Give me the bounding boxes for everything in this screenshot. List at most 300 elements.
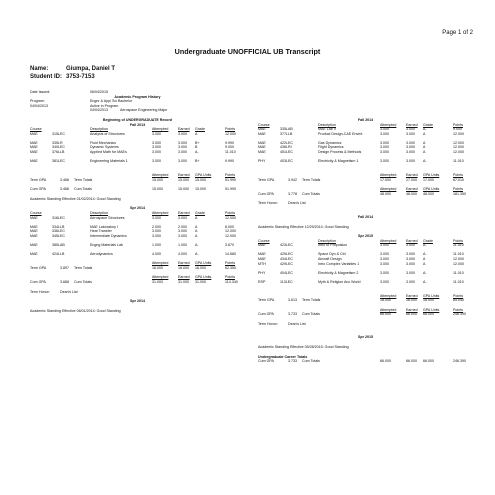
course-earned: 3.000	[406, 131, 415, 136]
course-points: 12.000	[225, 229, 236, 234]
course-description: Applied Math for MAEs	[90, 149, 127, 154]
cum-totals-label: Cum Totals	[74, 280, 92, 285]
course-earned: 3.000	[178, 145, 187, 150]
course-attempted: 3.000	[380, 270, 389, 275]
course-attempted: 3.000	[380, 131, 389, 136]
term-honor-label: Term Honor:	[258, 201, 278, 206]
cum-points: 246.390	[453, 359, 466, 364]
course-attempted: 4.000	[152, 251, 161, 256]
standing-row-2	[30, 309, 245, 314]
summary-header-attempted: Attempted	[152, 172, 169, 177]
header-description: Description	[90, 127, 108, 132]
course-subject: MAE	[30, 131, 38, 136]
course-grade: A-	[423, 127, 427, 132]
course-earned: 3.000	[406, 270, 415, 275]
course-description: MAE Laboratory I	[90, 224, 118, 229]
term-gpa-units: 17.000	[423, 177, 434, 182]
summary-header-attempted: Attempted	[152, 275, 169, 280]
summary-header-points: Points	[453, 172, 463, 177]
cum-points: 51.990	[225, 187, 236, 192]
cum-attempted: 66.000	[380, 312, 391, 317]
record-title: Beginning of UNDERGRADUATE Record	[102, 117, 173, 122]
course-number: 404LEC	[280, 270, 293, 275]
course-points: 12.000	[453, 149, 464, 154]
course-description: Heat Transfer	[90, 229, 112, 234]
course-description: Aerospace Structures	[90, 215, 125, 220]
course-grade: A-	[195, 251, 199, 256]
course-row	[30, 243, 245, 252]
course-subject: MAE	[30, 158, 38, 163]
term-gpa-value: 3.466	[60, 177, 69, 182]
cum-attempted: 66.000	[380, 359, 391, 364]
course-grade: A-	[423, 270, 427, 275]
fall2014-term-gpa-row	[258, 178, 473, 183]
course-grade: A	[423, 145, 426, 150]
student-id-row	[30, 74, 95, 80]
cum-totals-label: Cum Totals	[302, 312, 320, 317]
term-fall2014: Fall 2014	[357, 118, 374, 122]
term-spr2015-b: Spr 2015	[358, 335, 373, 340]
course-row	[258, 150, 473, 159]
header-points: Points	[225, 210, 235, 215]
course-number: 335LAB	[280, 127, 293, 132]
cum-gpa-units: 48.000	[423, 191, 434, 196]
cum-gpa-units: 66.000	[423, 312, 434, 317]
cum-earned: 66.000	[406, 359, 417, 364]
course-points: 12.000	[453, 261, 464, 266]
course-description: Aerodynamics	[90, 251, 113, 256]
course-points: 12.000	[453, 140, 464, 145]
course-row	[30, 234, 245, 243]
cum-gpa-units: 31.000	[195, 280, 206, 285]
course-points: 12.000	[225, 131, 236, 136]
course-grade: B+	[195, 158, 200, 163]
summary-header-points: Points	[453, 293, 463, 298]
course-grade: A-	[423, 158, 427, 163]
course-number: 113LEC	[280, 279, 293, 284]
cum-earned: 31.000	[178, 280, 189, 285]
header-attempted: Attempted	[152, 210, 169, 215]
summary-header-gpa-units: GPA Units	[195, 172, 212, 177]
course-description: MAE Lab II	[318, 127, 336, 132]
course-grade: A	[195, 229, 198, 234]
standing-row-4	[258, 345, 473, 350]
course-attempted: 3.000	[152, 158, 161, 163]
course-attempted: 3.000	[152, 149, 161, 154]
course-number: 315LEC	[52, 131, 65, 136]
header-course: Course	[30, 210, 42, 215]
course-row	[30, 252, 245, 257]
course-description: Design Process & Methods	[318, 149, 362, 154]
term-points: 67.010	[453, 177, 464, 182]
course-attempted: 3.000	[152, 229, 161, 234]
student-name-label: Name:	[30, 66, 49, 72]
page-title: Undergraduate UNOFFICIAL UB Transcript	[174, 47, 321, 56]
program-date: 04/04/2013	[30, 103, 48, 108]
term-points: 51.990	[225, 177, 236, 182]
course-points: 11.010	[453, 158, 464, 163]
course-grade: A-	[195, 242, 199, 247]
summary-header-earned: Earned	[178, 275, 190, 280]
term-honor-row-2	[258, 322, 473, 327]
course-description: Dynamic Systems	[90, 145, 119, 150]
summary-header-points: Points	[453, 187, 463, 192]
term-earned: 17.000	[406, 177, 417, 182]
course-subject: MAE	[30, 229, 38, 234]
course-number: 429LEC	[280, 261, 293, 266]
course-number: 335LR	[52, 140, 63, 145]
term-gpa-units: 18.000	[423, 298, 434, 303]
academic-standing-2: Academic Standing Effective 06/01/2014: Good Standing	[30, 308, 121, 313]
course-grade: B+	[195, 140, 200, 145]
summary-header-earned: Earned	[406, 293, 418, 298]
program-status: Active in Program	[90, 103, 119, 108]
course-earned: 3.000	[178, 149, 187, 154]
course-attempted: 3.000	[380, 256, 389, 261]
term-attempted: 18.000	[380, 298, 391, 303]
course-points: 9.990	[225, 140, 234, 145]
standing-row-1	[30, 197, 245, 202]
course-number: 423LEC	[280, 243, 293, 248]
term-gpa-label: Term GPA	[30, 177, 47, 182]
header-course: Course	[258, 122, 270, 127]
term-heading-spr2015-b	[258, 335, 473, 340]
course-subject: MAE	[30, 149, 38, 154]
course-description: Gas Dynamics	[318, 140, 342, 145]
cum-points: 114.340	[225, 280, 238, 285]
term-earned: 15.000	[178, 177, 189, 182]
right-column	[258, 118, 473, 364]
student-name-value: Giumpa, Daniel T	[66, 66, 116, 72]
course-attempted: 3.000	[380, 145, 389, 150]
term-honor-row	[30, 290, 245, 295]
course-description: Intro Complex Variables 1	[318, 261, 360, 266]
term-totals-label: Term Totals	[302, 298, 321, 303]
standing-row-3	[258, 225, 473, 230]
header-attempted: Attempted	[380, 238, 397, 243]
course-attempted: 3.000	[380, 243, 389, 248]
course-points: 14.680	[225, 251, 236, 256]
term-honor-label: Term Honor:	[30, 289, 50, 294]
term-totals-label: Term Totals	[74, 177, 93, 182]
date-issued-label: Date Issued:	[30, 90, 51, 94]
course-earned: 3.000	[178, 229, 187, 234]
course-subject: MAE	[258, 131, 266, 136]
course-grade: A-	[423, 243, 427, 248]
course-attempted: 2.000	[152, 224, 161, 229]
course-number: 334LLB	[52, 224, 65, 229]
course-row	[30, 159, 245, 168]
term-heading-fall2014-b	[258, 215, 473, 220]
cum-gpa-label: Cum GPA	[30, 280, 46, 285]
course-earned: 3.000	[406, 252, 415, 257]
header-earned: Earned	[406, 122, 418, 127]
course-subject: PHY	[258, 158, 266, 163]
course-earned: 3.000	[406, 158, 415, 163]
course-grade: A	[195, 233, 198, 238]
spr2014-course-list	[30, 216, 245, 257]
course-grade: A	[423, 261, 426, 266]
course-earned: 3.000	[406, 145, 415, 150]
course-subject: MTH	[258, 261, 266, 266]
course-subject: MAE	[30, 140, 38, 145]
course-subject: MAE	[30, 251, 38, 256]
header-earned: Earned	[178, 127, 190, 132]
course-grade: A	[423, 140, 426, 145]
course-points: 9.000	[453, 127, 462, 132]
course-row	[30, 150, 245, 159]
term-earned: 18.000	[406, 298, 417, 303]
term-gpa-value: 3.613	[288, 298, 297, 303]
course-earned: 3.000	[406, 140, 415, 145]
course-points: 11.010	[453, 270, 464, 275]
course-row	[258, 262, 473, 271]
summary-header-attempted: Attempted	[380, 187, 397, 192]
course-grade: A-	[423, 252, 427, 257]
term-points: 65.040	[453, 298, 464, 303]
term-fall2013: Fall 2013	[129, 122, 146, 127]
header-attempted: Attempted	[152, 127, 169, 132]
cum-earned: 66.000	[406, 312, 417, 317]
course-attempted: 3.000	[380, 158, 389, 163]
summary-header-points: Points	[225, 172, 235, 177]
summary-header-attempted: Attempted	[380, 307, 397, 312]
term-honor-row	[258, 201, 473, 206]
course-description: Electricity & Magnetism 1	[318, 158, 359, 163]
course-subject: MAE	[258, 243, 266, 248]
course-points: 12.000	[453, 131, 464, 136]
term-heading-spr2014-b	[30, 299, 245, 304]
summary-header-attempted: Attempted	[380, 172, 397, 177]
summary-header-gpa-units: GPA Units	[423, 187, 440, 192]
date-issued-value: 06/04/2015	[90, 90, 108, 94]
summary-header-points: Points	[225, 275, 235, 280]
header-points: Points	[453, 238, 463, 243]
fall2014-course-list	[258, 127, 473, 168]
course-earned: 1.000	[178, 242, 187, 247]
student-name-row	[30, 66, 116, 72]
course-points: 12.000	[453, 145, 464, 150]
course-points: 9.000	[225, 145, 234, 150]
course-earned: 3.000	[178, 233, 187, 238]
term-gpa-label: Term GPA	[258, 298, 275, 303]
cum-gpa-label: Cum GPA	[30, 187, 46, 192]
course-points: 12.000	[225, 215, 236, 220]
course-earned: 3.000	[406, 256, 415, 261]
term-gpa-value: 3.897	[60, 265, 69, 270]
cum-points: 246.390	[453, 312, 466, 317]
academic-standing-3: Academic Standing Effective 12/29/2014: Good Standing	[258, 224, 349, 229]
spr2015-cum-gpa-row	[258, 312, 473, 317]
course-number: 377LLB	[280, 131, 293, 136]
course-subject: MAE	[30, 224, 38, 229]
term-spr2014: Spr 2014	[130, 206, 145, 211]
cum-gpa-value: 3.466	[60, 187, 69, 192]
program-label: Program:	[30, 99, 45, 104]
course-earned: 4.000	[178, 251, 187, 256]
fall2013-term-gpa-row	[30, 178, 245, 183]
cum-points: 181.350	[453, 191, 466, 196]
summary-header-points: Points	[453, 307, 463, 312]
course-attempted: 3.000	[380, 140, 389, 145]
course-description: Engineering Materials 1	[90, 158, 128, 163]
header-grade: Grade	[195, 127, 205, 132]
program-history-title: Academic Program History	[114, 94, 161, 99]
course-attempted: 3.000	[380, 261, 389, 266]
term-totals-label: Term Totals	[302, 177, 321, 182]
course-points: 8.000	[225, 224, 234, 229]
header-points: Points	[453, 122, 463, 127]
term-points: 62.350	[225, 265, 236, 270]
summary-header-earned: Earned	[406, 187, 418, 192]
term-totals-label: Term Totals	[74, 265, 93, 270]
fall2013-course-list	[30, 132, 245, 168]
spr2014-cum-gpa-row	[30, 280, 245, 285]
course-row	[30, 216, 245, 225]
career-totals-title: Undergraduate Career Totals	[258, 354, 308, 359]
summary-header-earned: Earned	[406, 307, 418, 312]
course-subject: MAE	[30, 242, 38, 247]
course-description: Product Design-CAE Envmt	[318, 131, 363, 136]
spr2014-term-gpa-row	[30, 266, 245, 271]
header-description: Description	[318, 238, 336, 243]
course-number: 422LEC	[280, 140, 293, 145]
term-gpa-units: 16.000	[195, 265, 206, 270]
course-number: 451LEC	[280, 149, 293, 154]
header-points: Points	[225, 127, 235, 132]
summary-header-points: Points	[225, 261, 235, 266]
summary-header-gpa-units: GPA Units	[195, 275, 212, 280]
header-course: Course	[258, 238, 270, 243]
course-description: Flight Dynamics	[318, 145, 344, 150]
course-points: 12.000	[225, 233, 236, 238]
course-grade: A-	[423, 279, 427, 284]
course-subject: MAE	[258, 252, 266, 257]
term-honor-value: Dean's List	[288, 321, 306, 326]
course-number: 436LRI	[280, 145, 292, 150]
course-grade: A	[195, 224, 198, 229]
cum-earned: 15.000	[178, 187, 189, 192]
course-attempted: 3.000	[380, 127, 389, 132]
course-description: Electricity & Magnetism 2	[318, 270, 359, 275]
course-points: 12.000	[453, 256, 464, 261]
course-description: Engng Materials Lab	[90, 242, 123, 247]
course-grade: A	[423, 256, 426, 261]
course-attempted: 3.000	[152, 131, 161, 136]
cum-gpa-value: 3.778	[288, 191, 297, 196]
course-points: 11.010	[453, 243, 464, 248]
term-spr2014-b: Spr 2014	[130, 299, 145, 304]
course-attempted: 3.000	[380, 149, 389, 154]
term-gpa-value: 3.942	[288, 177, 297, 182]
course-description: Analysis of Structures	[90, 131, 125, 136]
course-number: 316LEC	[52, 215, 65, 220]
course-earned: 2.000	[178, 224, 187, 229]
term-attempted: 15.000	[152, 177, 163, 182]
course-earned: 3.000	[406, 279, 415, 284]
course-subject: MAE	[258, 140, 266, 145]
term-honor-label: Term Honor:	[258, 321, 278, 326]
summary-header-gpa-units: GPA Units	[195, 261, 212, 266]
summary-header-gpa-units: GPA Units	[423, 307, 440, 312]
course-subject: MAE	[30, 215, 38, 220]
academic-standing-1: Academic Standing Effective 01/02/2014: Good Standing	[30, 196, 121, 201]
course-attempted: 3.000	[152, 145, 161, 150]
summary-header-gpa-units: GPA Units	[423, 172, 440, 177]
spr2015-course-list	[258, 243, 473, 288]
header-course: Course	[30, 127, 42, 132]
course-subject: MAE	[258, 256, 266, 261]
course-points: 3.670	[225, 242, 234, 247]
header-grade: Grade	[195, 210, 205, 215]
course-grade: A-	[195, 149, 199, 154]
spr2015-term-gpa-row	[258, 298, 473, 303]
course-number: 403LEC	[280, 158, 293, 163]
course-subject: MAE	[30, 233, 38, 238]
program-plan: Aerospace Engineering Major	[120, 108, 168, 113]
program-plan-row	[30, 108, 245, 113]
course-attempted: 3.000	[152, 215, 161, 220]
course-number: 425LEC	[280, 252, 293, 257]
term-earned: 16.000	[178, 265, 189, 270]
course-attempted: 3.000	[380, 279, 389, 284]
summary-header-earned: Earned	[406, 172, 418, 177]
header-earned: Earned	[178, 210, 190, 215]
summary-header-earned: Earned	[178, 172, 190, 177]
course-subject: RSP	[258, 279, 266, 284]
course-subject: MAE	[258, 145, 266, 150]
course-description: Myth & Religion Anc World	[318, 279, 361, 284]
cum-totals-label: Cum Totals	[74, 187, 92, 192]
course-number: 424LLB	[52, 251, 65, 256]
program-value: Engnr & Appl Sci Bachelor	[90, 99, 133, 104]
page-label: Page 1 of 2	[442, 30, 473, 36]
academic-standing-4: Academic Standing Effective 05/28/2015: Good Standing	[258, 345, 349, 350]
student-id-value: 3753-7153	[66, 74, 95, 80]
course-points: 11.010	[225, 149, 236, 154]
cum-gpa-label: Cum GPA	[258, 359, 274, 364]
course-earned: 3.000	[178, 131, 187, 136]
term-spr2015: Spr 2015	[358, 234, 373, 239]
program-plan-date: 04/04/2013	[90, 108, 108, 113]
cum-gpa-value: 3.733	[288, 312, 297, 317]
header-attempted: Attempted	[380, 122, 397, 127]
term-attempted: 17.000	[380, 177, 391, 182]
summary-header-gpa-units: GPA Units	[423, 293, 440, 298]
header-description: Description	[90, 210, 108, 215]
header-description: Description	[318, 122, 336, 127]
course-number: 434LEC	[280, 256, 293, 261]
fall2013-cum-gpa-row	[30, 187, 245, 192]
course-grade: A	[195, 215, 198, 220]
term-honor-value: Dean's List	[288, 201, 306, 206]
left-column	[30, 90, 245, 313]
course-grade: A	[195, 131, 198, 136]
course-grade: A	[423, 131, 426, 136]
fall2014-cum-gpa-row	[258, 192, 473, 197]
course-number: 385LAB	[52, 242, 65, 247]
cum-totals-label: Cum Totals	[302, 191, 320, 196]
course-earned: 3.000	[178, 140, 187, 145]
cum-gpa-units: 15.000	[195, 187, 206, 192]
course-earned: 3.000	[406, 261, 415, 266]
term-gpa-label: Term GPA	[30, 265, 47, 270]
course-number: 336LEC	[52, 229, 65, 234]
course-attempted: 3.000	[380, 252, 389, 257]
course-row	[258, 280, 473, 289]
cum-totals-label: Cum Totals	[302, 359, 320, 364]
course-description: Space Dyn & Ctrl	[318, 252, 346, 257]
